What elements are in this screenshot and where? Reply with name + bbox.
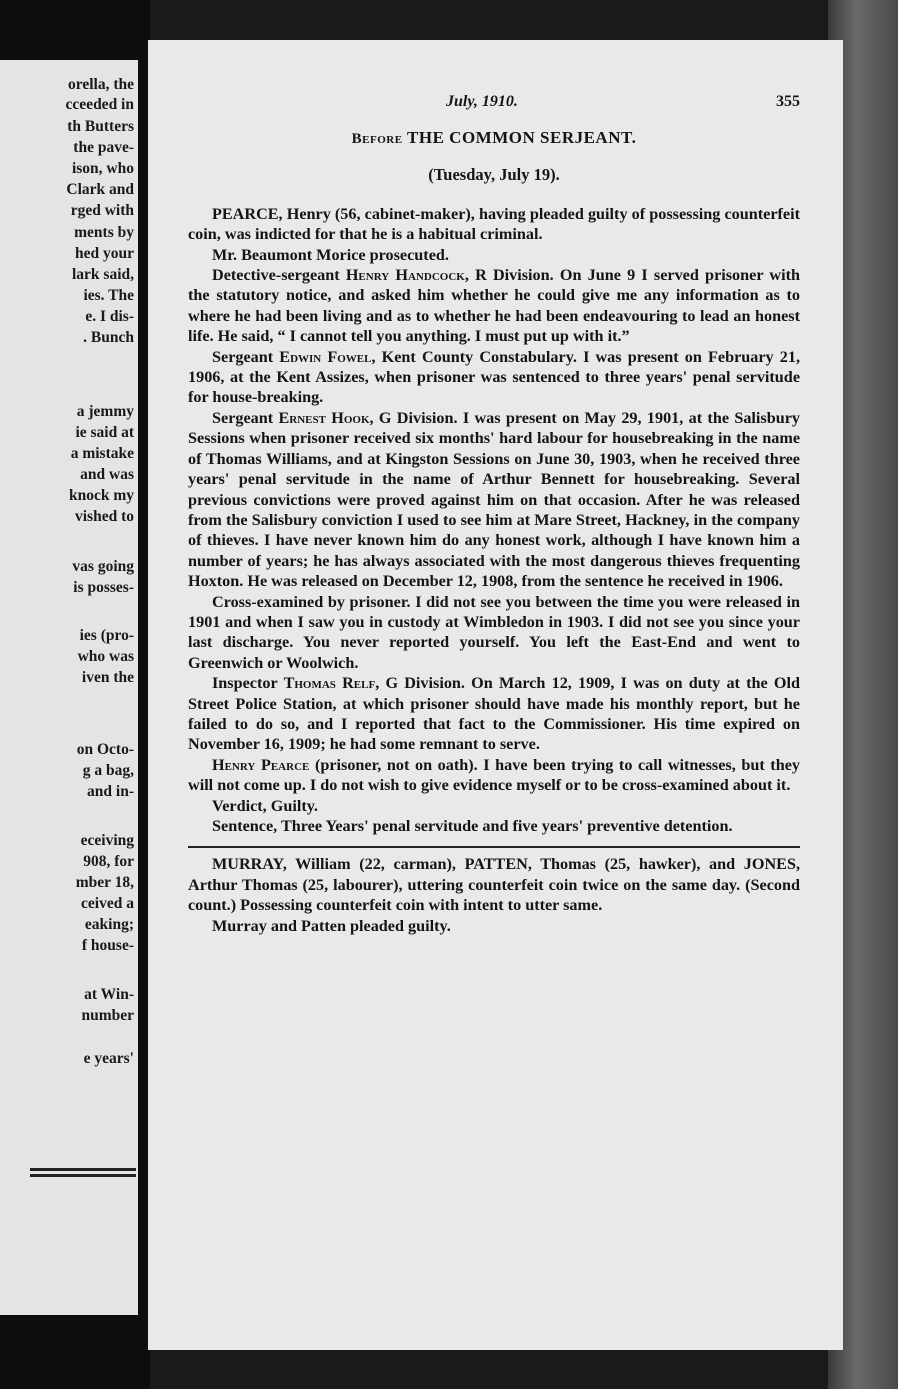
- sentence: Sentence, Three Years' penal servitude and five years' preventive detention.: [212, 817, 733, 835]
- facing-page-line: e. I dis-: [85, 308, 134, 325]
- facing-page-line: eceiving: [80, 832, 134, 849]
- page-content: [188, 93, 801, 936]
- witness-name: Henry Handcock: [345, 266, 465, 285]
- facing-page-line: ies. The: [83, 287, 134, 304]
- facing-page-line: . Bunch: [83, 329, 134, 346]
- facing-page-line: iven the: [81, 669, 134, 686]
- facing-page-line: cceeded in: [65, 96, 134, 113]
- book-page: [145, 40, 843, 1350]
- header-date: July, 1910.: [446, 93, 518, 110]
- testimony-text: , R Division. On June 9 I served prisoner with the statutory notice, and asked him whether he could give me any information as to where he had been living and as to whether he had been endeavouring to lead an honest life. He said, “ I cannot tell you anything. I must put up with it.”: [188, 266, 800, 346]
- facing-page-line: Clark and: [66, 181, 134, 198]
- section-title: [188, 128, 800, 149]
- plea-line: Murray and Patten pleaded guilty.: [212, 916, 451, 935]
- facing-page-line: rged with: [70, 202, 134, 219]
- testimony-pearce: [188, 755, 800, 796]
- verdict: Verdict, Guilty.: [212, 796, 318, 815]
- case-divider: [188, 846, 800, 848]
- facing-page-line: a mistake: [70, 445, 134, 462]
- facing-page-line: knock my: [68, 487, 134, 504]
- facing-page-line: number: [81, 1007, 134, 1024]
- facing-page-line: ie said at: [75, 424, 134, 441]
- session-date: (Tuesday, July 19).: [428, 165, 560, 185]
- case-heading-murray: MURRAY, William (22, carman), PATTEN, Thomas (25, hawker), and JONES, Arthur Thomas (25, labourer), uttering counterfeit coin twice on the same day. (Second count.) Possessing counterfeit coin with intent to utter same.: [188, 855, 800, 915]
- facing-page-fragment: [0, 60, 138, 1315]
- facing-page-line: ison, who: [71, 160, 134, 177]
- witness-rank: Sergeant: [212, 347, 280, 366]
- testimony-handcock: [188, 265, 800, 347]
- facing-page-line: th Butters: [67, 118, 134, 135]
- prosecutor-line: Mr. Beaumont Morice prosecuted.: [212, 245, 449, 264]
- facing-page-line: and in-: [87, 783, 134, 800]
- case-heading-pearce: PEARCE, Henry (56, cabinet-maker), having pleaded guilty of possessing counterfeit coin, was indicted for that he is a habitual criminal.: [188, 204, 800, 244]
- witness-rank: Inspector: [212, 674, 284, 693]
- facing-page-line: on Octo-: [76, 741, 134, 758]
- witness-name: Edwin Fowel: [279, 347, 372, 366]
- facing-page-line: ceived a: [81, 895, 134, 912]
- facing-page-line: hed your: [75, 245, 134, 262]
- facing-page-line: is posses-: [73, 579, 134, 596]
- section-title-prefix: Before: [351, 131, 403, 147]
- testimony-text: , Kent County Constabulary. I was present on February 21, 1906, at the Kent Assizes, when prisoner was sentenced to three years' penal servitude for house-breaking.: [188, 347, 800, 407]
- facing-page-line: ies (pro-: [79, 627, 134, 644]
- facing-page-line: 908, for: [83, 853, 134, 870]
- facing-page-line: orella, the: [67, 76, 134, 93]
- facing-page-line: ments by: [74, 224, 134, 241]
- facing-page-line: vas going: [72, 558, 134, 575]
- running-head: [188, 92, 800, 116]
- facing-page-line: at Win-: [84, 986, 134, 1003]
- facing-page-line: e years': [83, 1050, 134, 1067]
- witness-name: Thomas Relf: [283, 674, 376, 693]
- testimony-text: , G Division. I was present on May 29, 1901, at the Salisbury Sessions when prisoner received six months' hard labour for housebreaking in the name of Thomas Williams, and at Kingston Sessions on June 30, 1903, when he received three years' penal servitude in the name of Arthur Bennett for housebreaking. Several previous convictions were proved against him on that occasion. After he was released from the Salisbury conviction I used to see him at Mare Street, Hackney, in the company of thieves. I have never known him do any honest work, although I have known him a number of years; he has always associated with the most dangerous thieves frequenting Hoxton. He was released on December 12, 1908, from the sentence he received in 1906.: [188, 408, 801, 591]
- facing-page-line: and was: [80, 466, 134, 483]
- facing-page-line: a jemmy: [76, 403, 134, 420]
- facing-page-line: lark said,: [71, 266, 134, 283]
- facing-page-line: mber 18,: [75, 874, 134, 891]
- section-title-main: THE COMMON SERJEANT.: [407, 128, 637, 147]
- testimony-text: , G Division. On March 12, 1909, I was on duty at the Old Street Police Station, at which prisoner should have made his monthly report, but he failed to do so, and I reported that fact to the Commissioner. His time expired on November 16, 1909; he had some remnant to serve.: [188, 674, 800, 754]
- witness-name: Ernest Hook: [278, 408, 370, 427]
- facing-page-line: eaking;: [84, 916, 134, 933]
- facing-page-rule: [30, 1174, 136, 1177]
- facing-page-rule: [30, 1168, 136, 1171]
- witness-rank: Sergeant: [212, 408, 279, 427]
- testimony-text: (prisoner, not on oath). I have been trying to call witnesses, but they will not come up. I do not wish to give evidence myself or to be cross-examined about it.: [188, 755, 800, 795]
- page-number: 355: [776, 93, 800, 110]
- cross-examination: Cross-examined by prisoner. I did not see you between the time you were released in 1901 and when I saw you in custody at Wimbledon in 1903. I did not see you since your last discharge. You never reported yourself. You left the East-End and went to Greenwich or Woolwich.: [188, 592, 800, 672]
- facing-page-line: who was: [77, 648, 134, 665]
- witness-name: Henry Pearce: [212, 755, 310, 774]
- testimony-relf: [188, 673, 800, 755]
- facing-page-line: the pave-: [73, 139, 134, 156]
- witness-rank: Detective-sergeant: [212, 266, 346, 285]
- testimony-fowel: [188, 347, 800, 408]
- facing-page-line: f house-: [81, 937, 134, 954]
- facing-page-line: vished to: [75, 508, 134, 525]
- testimony-hook: [188, 408, 800, 592]
- facing-page-line: g a bag,: [82, 762, 134, 779]
